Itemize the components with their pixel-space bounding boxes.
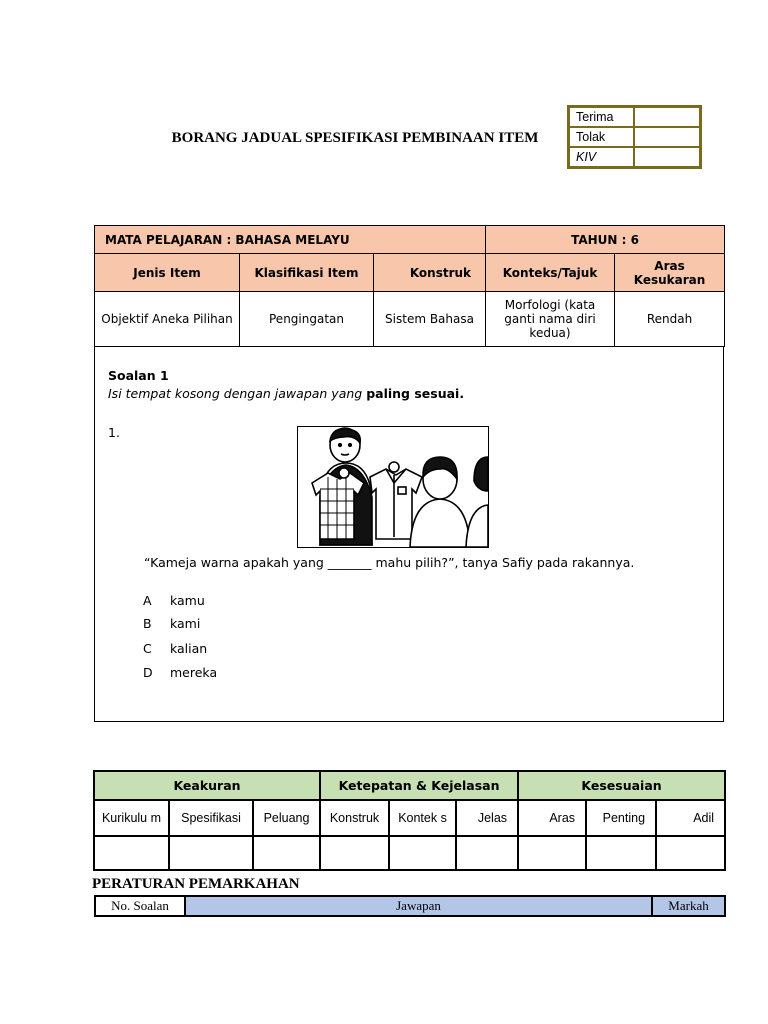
option-c-text[interactable]: kalian — [170, 641, 208, 656]
header-jenis-item: Jenis Item — [95, 254, 240, 292]
score-cell[interactable] — [169, 836, 253, 870]
option-a-text[interactable]: kamu — [170, 593, 205, 608]
value-jenis-item: Objektif Aneka Pilihan — [95, 292, 240, 347]
score-cell[interactable] — [518, 836, 586, 870]
header-no-soalan: No. Soalan — [95, 896, 185, 916]
criterion-konteks: Kontek s — [389, 800, 456, 836]
option-c-letter: C — [143, 641, 152, 656]
score-cell[interactable] — [320, 836, 389, 870]
option-d-letter: D — [143, 665, 153, 680]
score-cell[interactable] — [656, 836, 725, 870]
criterion-spesifikasi: Spesifikasi — [169, 800, 253, 836]
instruction-text: Isi tempat kosong dengan jawapan yang — [108, 386, 367, 401]
criterion-kurikulum: Kurikulu m — [94, 800, 169, 836]
question-illustration — [297, 426, 489, 548]
status-tolak-label: Tolak — [569, 127, 635, 147]
score-cell[interactable] — [456, 836, 518, 870]
question-instruction — [108, 386, 464, 401]
spec-table — [94, 225, 725, 347]
subject-cell: MATA PELAJARAN : BAHASA MELAYU — [95, 226, 486, 254]
header-konstruk: Konstruk — [374, 254, 486, 292]
criterion-penting: Penting — [586, 800, 656, 836]
criterion-aras: Aras — [518, 800, 586, 836]
header-jawapan: Jawapan — [185, 896, 652, 916]
status-kiv-label: KIV — [569, 147, 635, 168]
value-konstruk: Sistem Bahasa — [374, 292, 486, 347]
score-cell[interactable] — [94, 836, 169, 870]
value-aras: Rendah — [615, 292, 725, 347]
header-aras: Aras Kesukaran — [615, 254, 725, 292]
question-number: 1. — [108, 425, 120, 440]
value-klasifikasi: Pengingatan — [240, 292, 374, 347]
status-terima-cell[interactable] — [634, 107, 701, 128]
group-kesesuaian: Kesesuaian — [518, 771, 725, 800]
group-keakuran: Keakuran — [94, 771, 320, 800]
option-b-letter: B — [143, 616, 152, 631]
score-cell[interactable] — [586, 836, 656, 870]
status-tolak-cell[interactable] — [634, 127, 701, 147]
header-markah: Markah — [652, 896, 725, 916]
option-a-letter: A — [143, 593, 152, 608]
marking-title: PERATURAN PEMARKAHAN — [92, 876, 300, 892]
score-cell[interactable] — [253, 836, 320, 870]
evaluation-table — [93, 770, 726, 871]
value-konteks: Morfologi (kata ganti nama diri kedua) — [486, 292, 615, 347]
form-title: BORANG JADUAL SPESIFIKASI PEMBINAAN ITEM — [171, 130, 539, 146]
criterion-konstruk: Konstruk — [320, 800, 389, 836]
criterion-adil: Adil — [656, 800, 725, 836]
option-d-text[interactable]: mereka — [170, 665, 218, 680]
status-kiv-cell[interactable] — [634, 147, 701, 168]
score-cell[interactable] — [389, 836, 456, 870]
criterion-jelas: Jelas — [456, 800, 518, 836]
question-sentence: “Kameja warna apakah yang _______ mahu pilih?”, tanya Safiy pada rakannya. — [144, 555, 635, 570]
header-klasifikasi: Klasifikasi Item — [240, 254, 374, 292]
criterion-peluang: Peluang — [253, 800, 320, 836]
instruction-emphasis: paling sesuai. — [366, 386, 465, 401]
status-terima-label: Terima — [569, 107, 635, 128]
option-b-text[interactable]: kami — [170, 616, 201, 631]
marking-table — [94, 895, 726, 917]
year-cell: TAHUN : 6 — [486, 226, 725, 254]
boys-choosing-shirts-picture — [298, 427, 488, 547]
question-label: Soalan 1 — [108, 368, 169, 383]
header-konteks: Konteks/Tajuk — [486, 254, 615, 292]
group-ketepatan: Ketepatan & Kejelasan — [320, 771, 518, 800]
